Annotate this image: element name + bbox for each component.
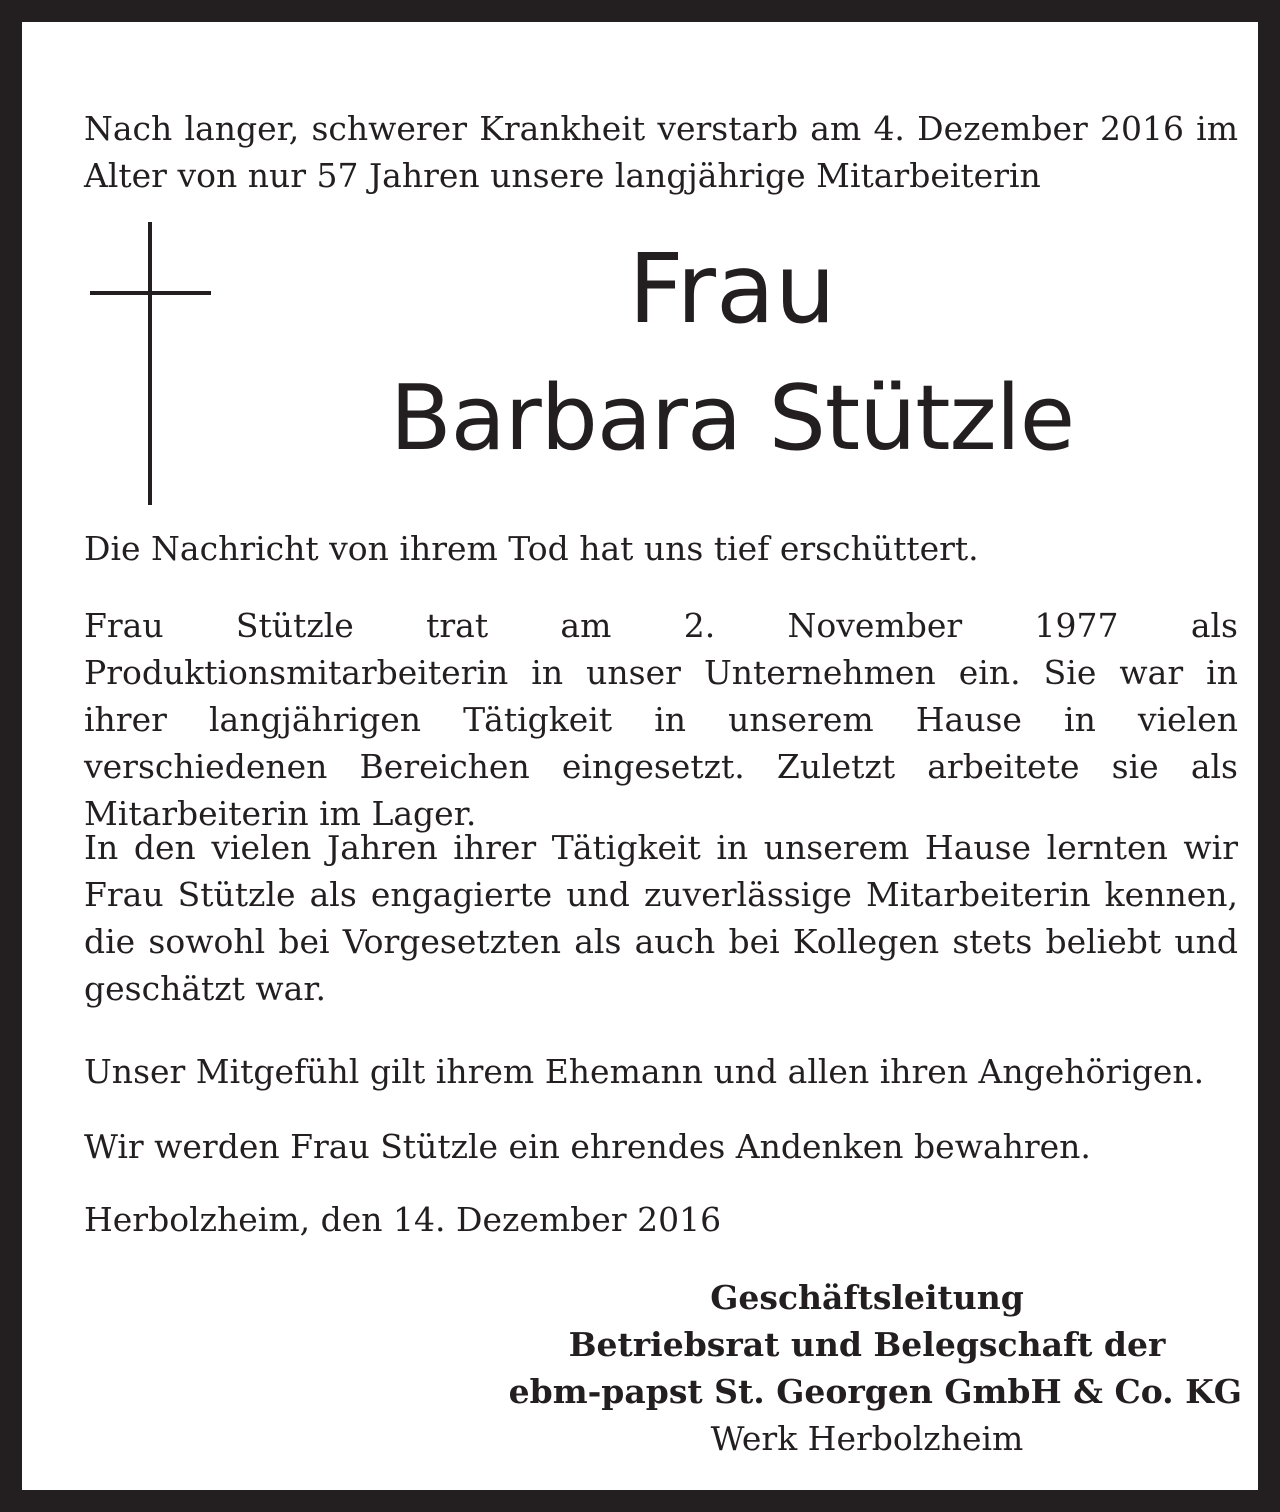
salutation: Frau [628,233,836,345]
paragraph-shock: Die Nachricht von ihrem Tod hat uns tief erschüttert. [84,529,979,568]
signature-management: Geschäftsleitung [710,1278,1024,1317]
place-date: Herbolzheim, den 14. Dezember 2016 [84,1200,722,1239]
paragraph-appreciation: In den vielen Jahren ihrer Tätigkeit in unserem Hause lernten wir Frau Stützle als engagierte und zuverlässige Mitarbeiterin kennen, die sowohl bei Vorgesetzten als auch bei Kollegen stets beliebt und geschätzt war. [84,828,1238,1008]
paragraph-career: Frau Stützle trat am 2. November 1977 als Produktionsmitarbeiterin in unser Unternehmen ein. Sie war in ihrer langjährigen Tätigkeit in unserem Hause in vielen verschiedenen Bereichen eingesetzt. Zuletzt arbeitete sie als Mitarbeiterin im Lager. [84,606,1238,833]
cross-horizontal-bar [90,291,211,295]
intro-text: Nach langer, schwerer Krankheit verstarb am 4. Dezember 2016 im Alter von nur 57 Jahren unsere langjährige Mitarbeiterin [84,109,1238,195]
cross-vertical-bar [148,222,152,505]
paragraph-remembrance: Wir werden Frau Stützle ein ehrendes Andenken bewahren. [84,1127,1091,1166]
signature-plant: Werk Herbolzheim [710,1419,1024,1458]
signature-works-council: Betriebsrat und Belegschaft der [568,1325,1166,1364]
deceased-name: Barbara Stützle [389,366,1075,471]
signature-company: ebm-papst St. Georgen GmbH & Co. KG [508,1372,1242,1411]
paragraph-sympathy: Unser Mitgefühl gilt ihrem Ehemann und allen ihren Angehörigen. [84,1052,1205,1091]
